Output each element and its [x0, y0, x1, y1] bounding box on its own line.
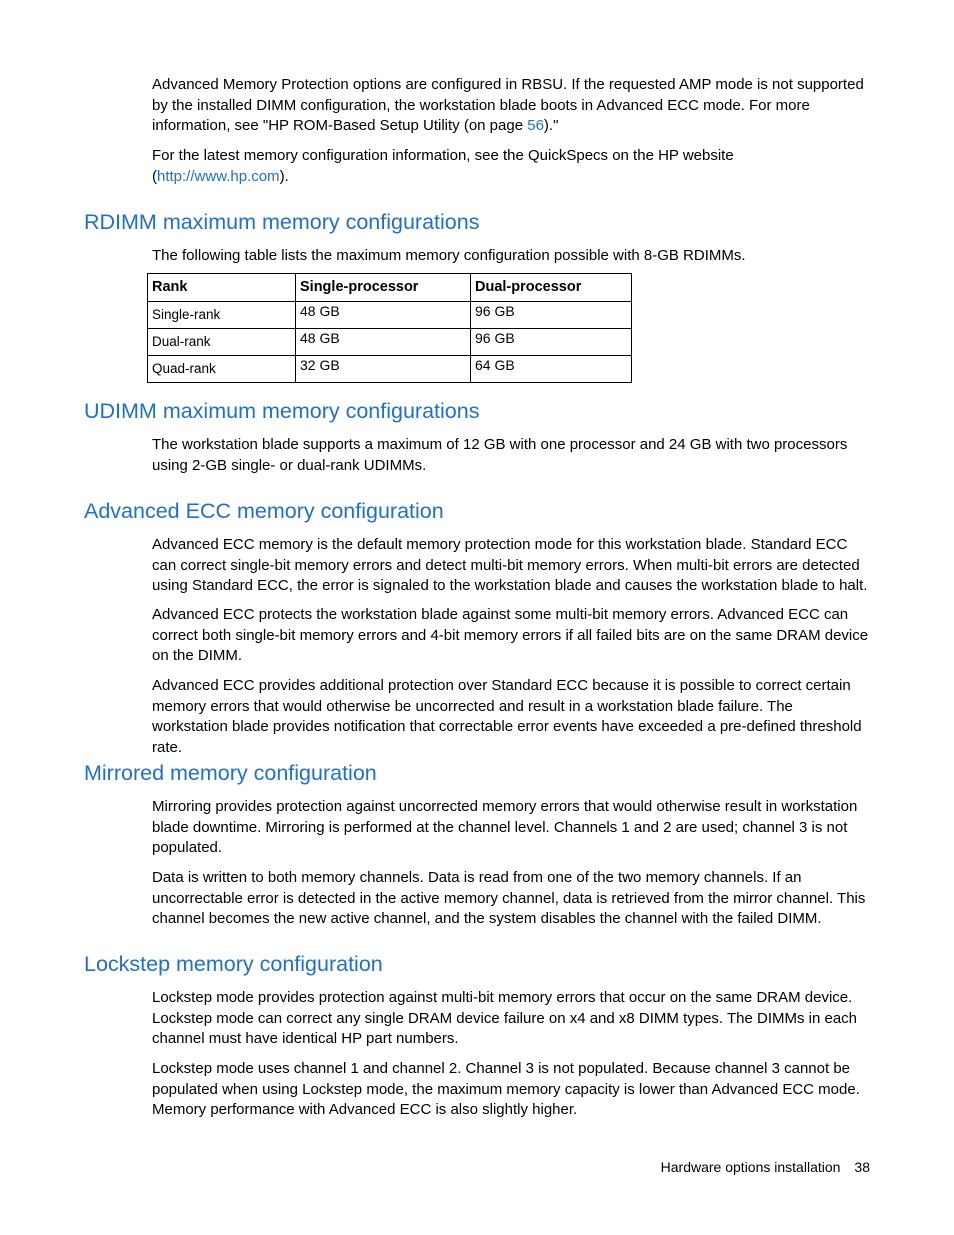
table-cell-single: 48 GB	[296, 329, 471, 356]
intro-paragraph-quickspecs	[152, 146, 870, 187]
lockstep-heading: Lockstep memory configuration	[84, 952, 383, 976]
table-row	[148, 356, 632, 383]
intro-quickspecs-text-end: ).	[279, 167, 289, 185]
rdimm-heading: RDIMM maximum memory configurations	[84, 210, 480, 234]
page-footer	[661, 1157, 870, 1177]
footer-section-title: Hardware options installation	[660, 1159, 841, 1175]
lockstep-paragraph-2: Lockstep mode uses channel 1 and channel 2. Channel 3 is not populated. Because channel 3 cannot be populated when using Lockstep mode, the maximum memory capacity is lower than Advanced ECC mode. Memory performance with Advanced ECC is also slightly higher.	[152, 1060, 860, 1118]
table-cell-rank: Dual-rank	[148, 329, 296, 356]
table-cell-dual: 96 GB	[471, 302, 632, 329]
table-header-rank: Rank	[148, 274, 296, 302]
page-56-link[interactable]: 56	[527, 117, 544, 134]
table-header-dual-processor: Dual-processor	[471, 274, 632, 302]
lockstep-paragraph-1: Lockstep mode provides protection against multi-bit memory errors that occur on the same DRAM device. Lockstep mode can correct any single DRAM device failure on x4 and x8 DIMM types. The DIMMs in each channel must have identical HP part numbers.	[152, 989, 858, 1047]
advanced-ecc-heading: Advanced ECC memory configuration	[84, 499, 444, 523]
intro-quickspecs-text: For the latest memory configuration information, see the QuickSpecs on the HP website (	[152, 147, 734, 185]
rdimm-memory-table	[147, 273, 632, 383]
hp-website-link[interactable]: http://www.hp.com	[157, 167, 280, 185]
mirrored-paragraph-2: Data is written to both memory channels. Data is read from one of the two memory channels. If an uncorrectable error is detected in the active memory channel, data is retrieved from the mirror channel. This channel becomes the new active channel, and the system disables the channel with the failed DIMM.	[152, 869, 866, 927]
mirrored-paragraph-1: Mirroring provides protection against uncorrected memory errors that would otherwise result in workstation blade downtime. Mirroring is performed at the channel level. Channels 1 and 2 are used; channel 3 is not populated.	[152, 798, 858, 856]
table-header-row	[148, 274, 632, 302]
rdimm-intro: The following table lists the maximum memory configuration possible with 8-GB RDIMMs.	[152, 247, 746, 264]
advanced-ecc-paragraph-2: Advanced ECC protects the workstation blade against some multi-bit memory errors. Advanced ECC can correct both single-bit memory errors and 4-bit memory errors if all failed bits are on the same DRAM device on the DIMM.	[152, 606, 869, 664]
table-cell-single: 48 GB	[296, 302, 471, 329]
advanced-ecc-paragraph-3: Advanced ECC provides additional protection over Standard ECC because it is possible to correct certain memory errors that would otherwise be uncorrected and result in a workstation blade failure. The workstation blade provides notification that correctable error events have exceeded a pre-defined threshold rate.	[152, 677, 862, 756]
table-cell-rank: Quad-rank	[148, 356, 296, 383]
intro-amp-text: Advanced Memory Protection options are configured in RBSU. If the requested AMP mode is not supported by the installed DIMM configuration, the workstation blade boots in Advanced ECC mode. For more information, see "HP ROM-Based Setup Utility (on page	[152, 76, 864, 134]
table-cell-single: 32 GB	[296, 356, 471, 383]
advanced-ecc-paragraph-1: Advanced ECC memory is the default memory protection mode for this workstation blade. Standard ECC can correct single-bit memory errors and detect multi-bit memory errors. When multi-bit errors are detected using Standard ECC, the error is signaled to the workstation blade and causes the workstation blade to halt.	[152, 536, 868, 594]
table-cell-dual: 64 GB	[471, 356, 632, 383]
intro-amp-text-end: )."	[543, 117, 559, 134]
table-row	[148, 329, 632, 356]
mirrored-heading: Mirrored memory configuration	[84, 761, 377, 785]
udimm-heading: UDIMM maximum memory configurations	[84, 399, 480, 423]
table-row	[148, 302, 632, 329]
page-number: 38	[854, 1159, 870, 1175]
intro-paragraph-amp	[152, 75, 870, 137]
table-cell-rank: Single-rank	[148, 302, 296, 329]
udimm-paragraph: The workstation blade supports a maximum of 12 GB with one processor and 24 GB with two processors using 2-GB single- or dual-rank UDIMMs.	[152, 436, 848, 474]
table-cell-dual: 96 GB	[471, 329, 632, 356]
table-header-single-processor: Single-processor	[296, 274, 471, 302]
